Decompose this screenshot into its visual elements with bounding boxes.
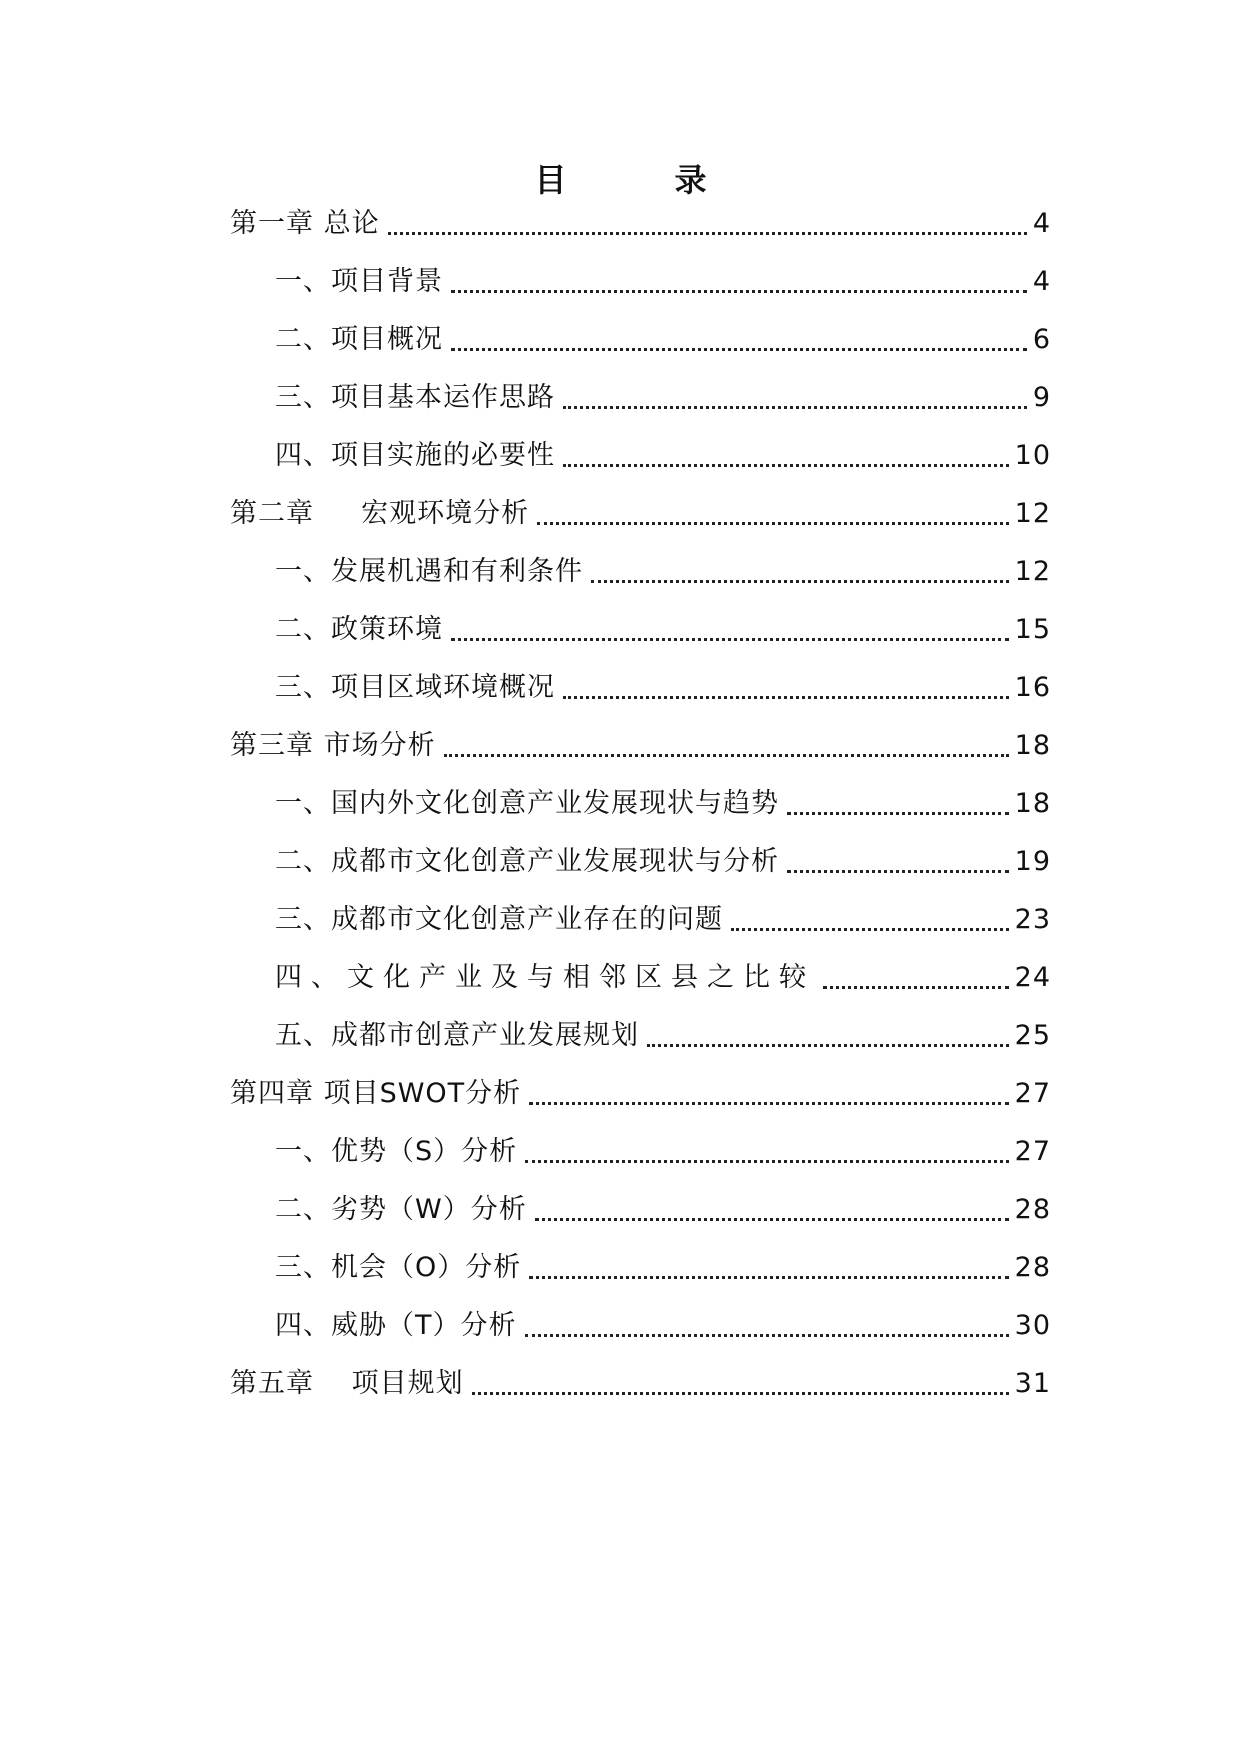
toc-entry-text: 二、成都市文化创意产业发展现状与分析	[275, 846, 779, 877]
toc-entry-section[interactable]	[275, 958, 1051, 998]
toc-dot-leader	[563, 463, 1009, 467]
toc-title: 目 录	[534, 161, 745, 199]
toc-entry-section[interactable]	[275, 668, 1051, 708]
toc-entry-text: 一、优势（S）分析	[275, 1136, 518, 1167]
toc-entry-section[interactable]	[275, 1190, 1051, 1230]
toc-dot-leader	[529, 1101, 1008, 1105]
toc-dot-leader	[535, 1217, 1009, 1221]
toc-dot-leader	[591, 579, 1009, 583]
toc-entry-text: 三、项目区域环境概况	[275, 672, 555, 703]
toc-page-number: 6	[1032, 324, 1051, 355]
toc-page-number: 28	[1014, 1194, 1051, 1225]
toc-entry-text: 三、成都市文化创意产业存在的问题	[275, 904, 723, 935]
toc-entry-section[interactable]	[275, 378, 1051, 418]
toc-entry-chapter-4[interactable]	[230, 1074, 1051, 1114]
toc-dot-leader	[472, 1391, 1009, 1395]
toc-entry-chapter-2[interactable]	[230, 494, 1051, 534]
toc-entry-text: 第五章 项目规划	[230, 1368, 464, 1399]
toc-dot-leader	[537, 521, 1008, 525]
toc-page-number: 10	[1014, 440, 1051, 471]
toc-entry-text: 三、机会（O）分析	[275, 1252, 522, 1283]
toc-entry-text: 四、文化产业及与相邻区县之比较	[275, 962, 815, 993]
toc-dot-leader	[563, 405, 1027, 409]
toc-page-number: 12	[1014, 498, 1051, 529]
toc-entry-text: 第一章 总论	[230, 208, 380, 239]
toc-entry-text: 四、项目实施的必要性	[275, 440, 555, 471]
toc-entry-section[interactable]	[275, 784, 1051, 824]
toc-page-number: 25	[1014, 1020, 1051, 1051]
toc-entry-text: 二、劣势（W）分析	[275, 1194, 527, 1225]
toc-entry-section[interactable]	[275, 610, 1051, 650]
toc-page-number: 31	[1014, 1368, 1051, 1399]
toc-entry-section[interactable]	[275, 552, 1051, 592]
toc-page-number: 19	[1014, 846, 1051, 877]
toc-entry-section[interactable]	[275, 262, 1051, 302]
toc-entry-section[interactable]	[275, 1132, 1051, 1172]
toc-dot-leader	[731, 927, 1009, 931]
toc-dot-leader	[529, 1275, 1008, 1279]
toc-entry-chapter-5[interactable]	[230, 1364, 1051, 1404]
toc-page-number: 9	[1032, 382, 1051, 413]
toc-page-number: 18	[1014, 730, 1051, 761]
toc-dot-leader	[787, 869, 1009, 873]
toc-entry-text: 二、项目概况	[275, 324, 443, 355]
toc-entry-text: 三、项目基本运作思路	[275, 382, 555, 413]
toc-page-number: 16	[1014, 672, 1051, 703]
toc-entry-section[interactable]	[275, 436, 1051, 476]
toc-entry-section[interactable]	[275, 1306, 1051, 1346]
toc-dot-leader	[647, 1043, 1009, 1047]
toc-dot-leader	[525, 1159, 1009, 1163]
toc-entry-section[interactable]	[275, 900, 1051, 940]
toc-entry-chapter-3[interactable]	[230, 726, 1051, 766]
toc-page-number: 15	[1014, 614, 1051, 645]
toc-page-number: 28	[1014, 1252, 1051, 1283]
toc-entry-section[interactable]	[275, 842, 1051, 882]
toc-page-number: 27	[1014, 1136, 1051, 1167]
toc-dot-leader	[451, 347, 1027, 351]
toc-entry-text: 五、成都市创意产业发展规划	[275, 1020, 639, 1051]
toc-dot-leader	[563, 695, 1009, 699]
toc-entry-text: 第三章 市场分析	[230, 730, 436, 761]
toc-page-number: 23	[1014, 904, 1051, 935]
toc-dot-leader	[525, 1333, 1009, 1337]
toc-page-number: 24	[1014, 962, 1051, 993]
toc-dot-leader	[451, 289, 1027, 293]
toc-page-number: 27	[1014, 1078, 1051, 1109]
toc-page-number: 12	[1014, 556, 1051, 587]
toc-entry-section[interactable]	[275, 1248, 1051, 1288]
toc-entry-text: 二、政策环境	[275, 614, 443, 645]
toc-entry-text: 第四章 项目SWOT分析	[230, 1078, 522, 1109]
toc-dot-leader	[823, 985, 1009, 989]
toc-entry-chapter-1[interactable]	[230, 204, 1051, 244]
toc-dot-leader	[388, 231, 1027, 235]
toc-entry-text: 一、国内外文化创意产业发展现状与趋势	[275, 788, 779, 819]
toc-entry-text: 第二章 宏观环境分析	[230, 498, 530, 529]
toc-entry-text: 一、项目背景	[275, 266, 443, 297]
toc-dot-leader	[787, 811, 1009, 815]
toc-entry-text: 一、发展机遇和有利条件	[275, 556, 583, 587]
toc-entry-text: 四、威胁（T）分析	[275, 1310, 517, 1341]
toc-dot-leader	[444, 753, 1009, 757]
toc-page-number: 4	[1032, 208, 1051, 239]
toc-page-number: 18	[1014, 788, 1051, 819]
toc-dot-leader	[451, 637, 1009, 641]
toc-page-number: 4	[1032, 266, 1051, 297]
toc-page-number: 30	[1014, 1310, 1051, 1341]
toc-entry-section[interactable]	[275, 320, 1051, 360]
toc-entry-section[interactable]	[275, 1016, 1051, 1056]
